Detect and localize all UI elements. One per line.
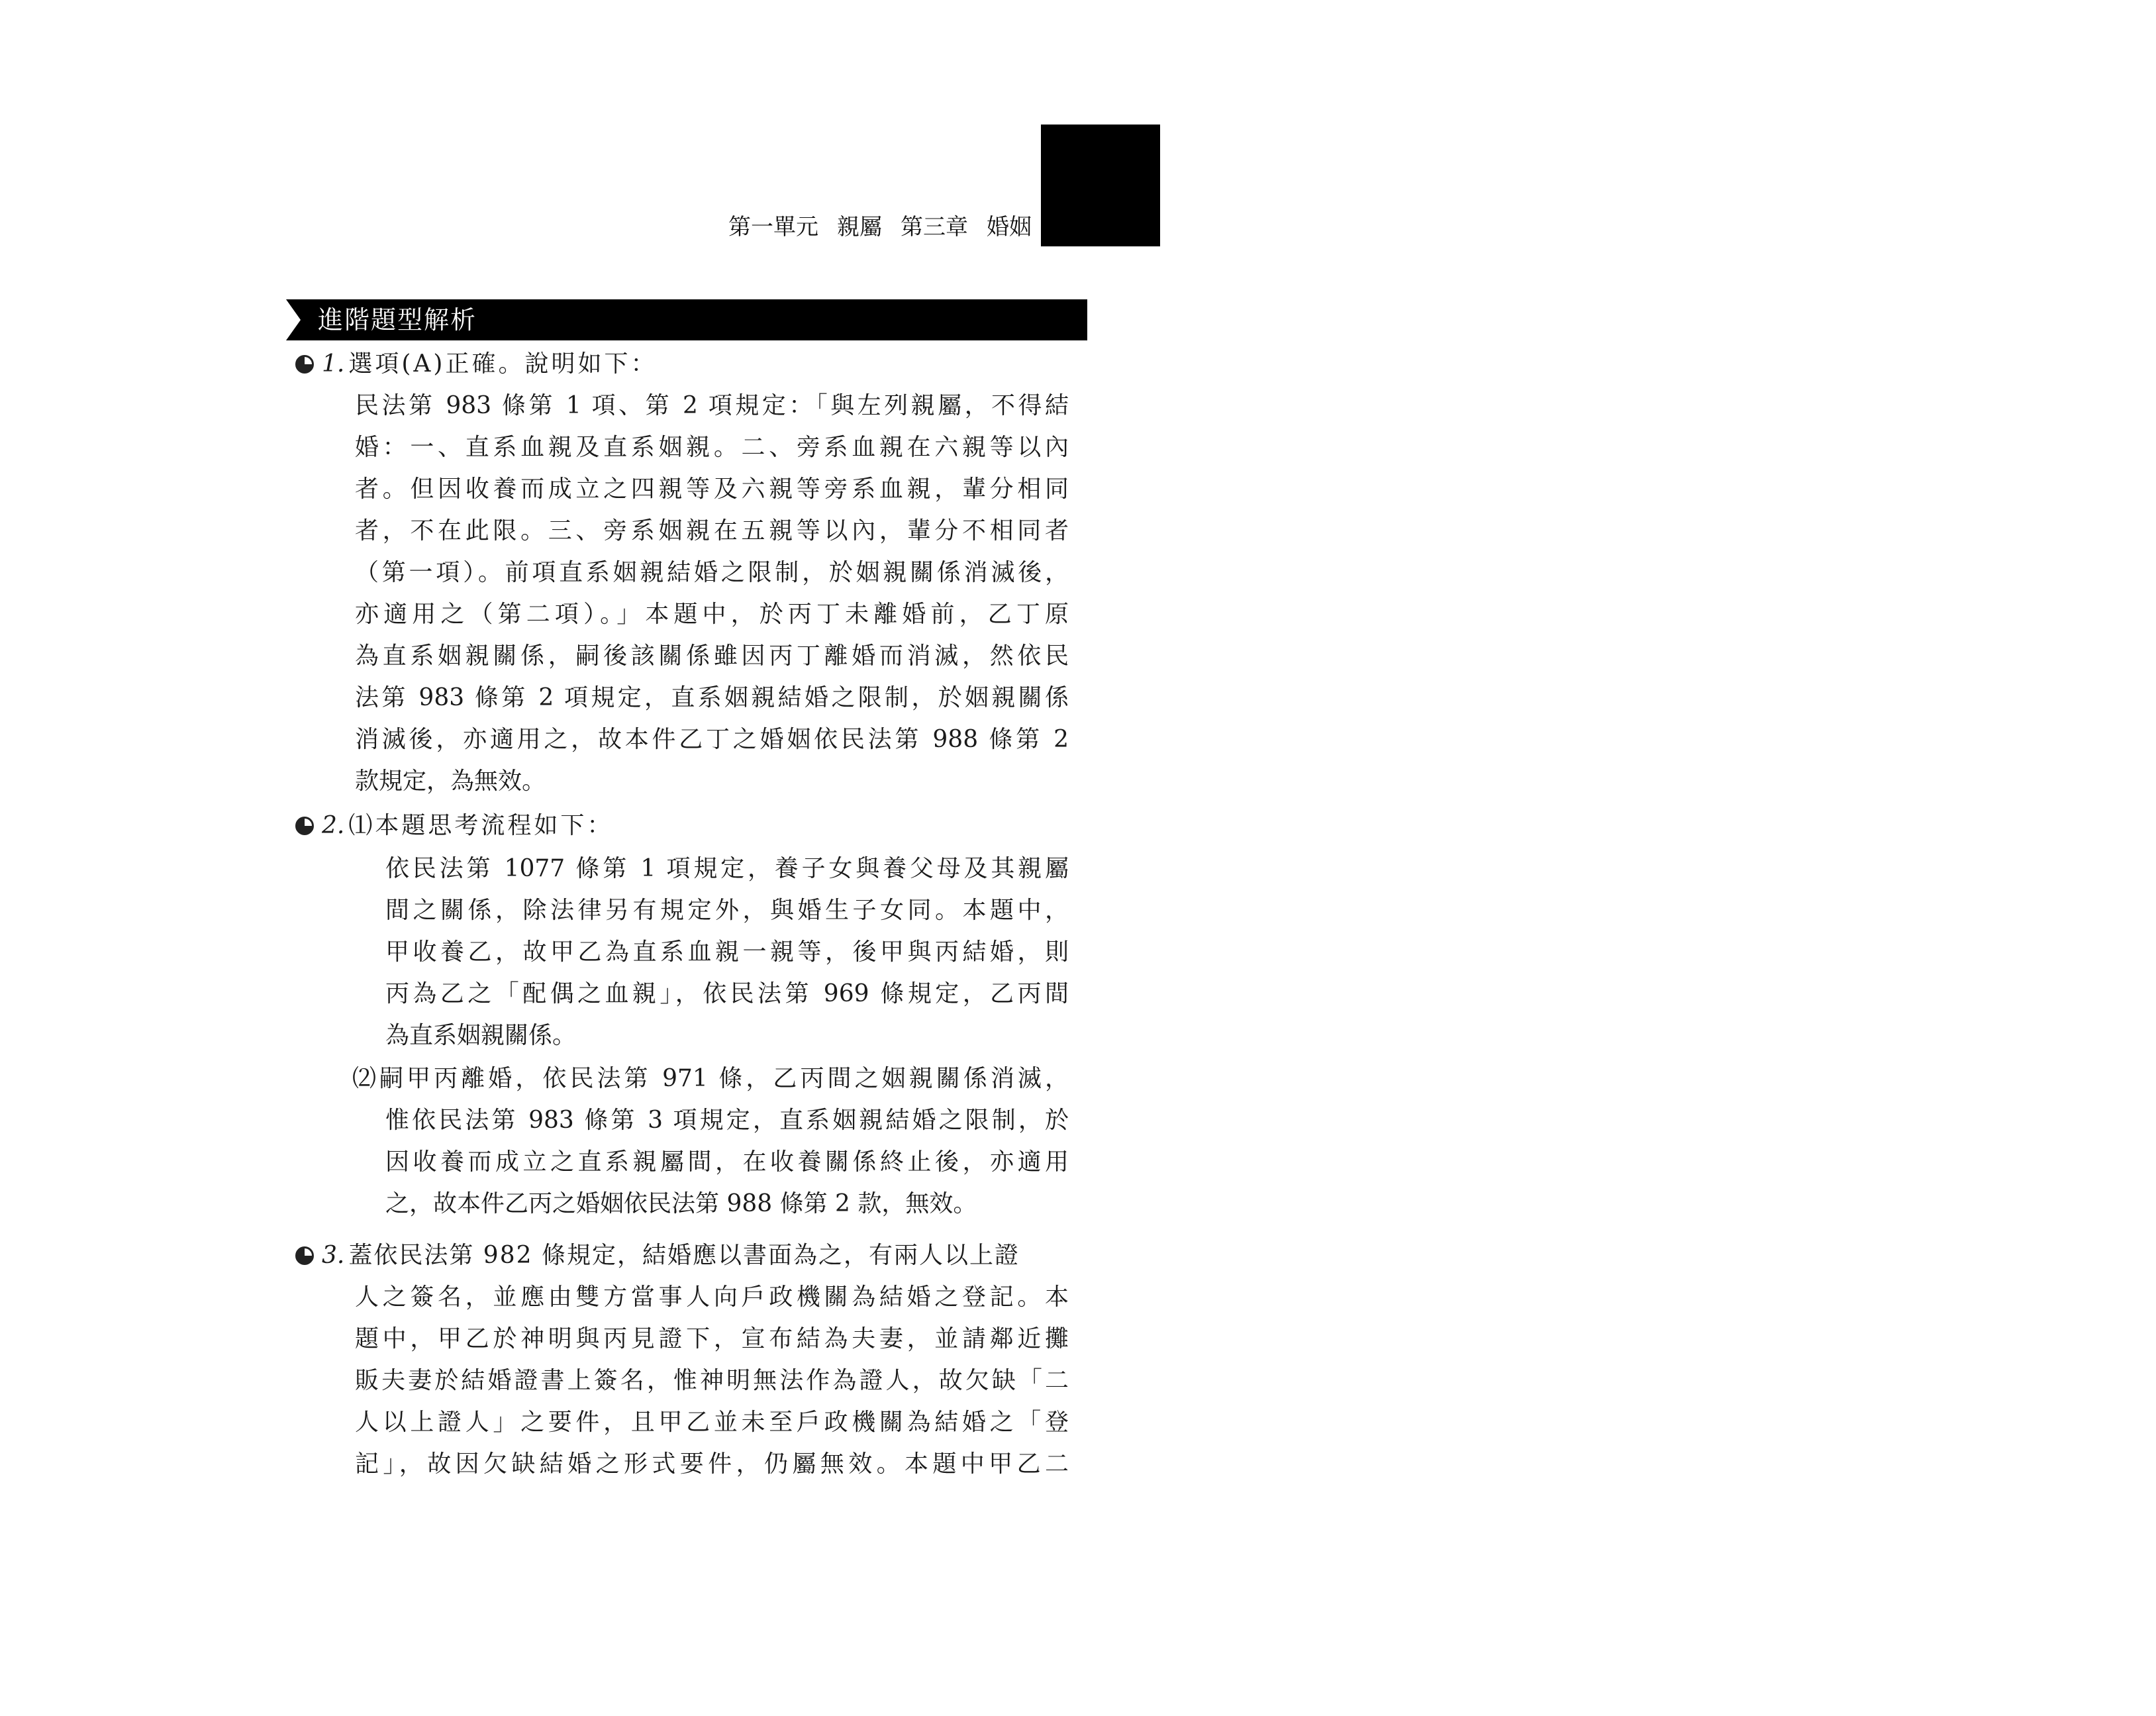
answer-1-line: 者。但因收養而成立之四親等及六親等旁系血親，輩分相同 <box>355 476 1069 503</box>
answer-2-line: 甲收養乙，故甲乙為直系血親一親等，後甲與丙結婚，則 <box>385 938 1069 966</box>
answer-1-line: 法第 983 條第 2 項規定，直系姻親結婚之限制，於姻親關係 <box>355 684 1069 711</box>
answer-2-line: 依民法第 1077 條第 1 項規定，養子女與養父母及其親屬 <box>385 855 1069 882</box>
answer-number: 2. <box>322 812 345 839</box>
pie-bullet-icon <box>295 1246 314 1265</box>
running-head-chapter: 第三章 <box>901 214 968 240</box>
running-head-part: 親屬 <box>837 214 882 240</box>
answer-1-line: 婚：一、直系血親及直系姻親。二、旁系血親在六親等以內 <box>355 434 1069 461</box>
answer-1-line: 者，不在此限。三、旁系姻親在五親等以內，輩分不相同者 <box>355 517 1069 544</box>
running-head-unit: 第一單元 <box>728 214 818 240</box>
section-title: 進階題型解析 <box>318 305 477 334</box>
answer-3-line: 人之簽名，並應由雙方當事人向戶政機關為結婚之登記。本 <box>355 1284 1069 1311</box>
pie-bullet-icon <box>295 817 314 835</box>
answer-3-head <box>295 1240 1069 1271</box>
answer-1-line: 消滅後，亦適用之，故本件乙丁之婚姻依民法第 988 條第 2 <box>355 726 1069 753</box>
running-head-topic: 婚姻 <box>987 214 1032 240</box>
answer-2-subline: 惟依民法第 983 條第 3 項規定，直系姻親結婚之限制，於 <box>385 1107 1069 1134</box>
answer-1-line: （第一項）。前項直系姻親結婚之限制，於姻親關係消滅後， <box>355 559 1069 586</box>
answer-2-line: 丙為乙之「配偶之血親」，依民法第 969 條規定，乙丙間 <box>385 980 1069 1007</box>
answer-head-text: 選項(A)正確。說明如下： <box>348 350 658 378</box>
page-number-tab <box>1041 125 2123 358</box>
answer-2-subhead: ⑵嗣甲丙離婚，依民法第 971 條，乙丙間之姻親關係消滅， <box>352 1065 1069 1092</box>
answer-number: 1. <box>322 350 345 378</box>
answer-head-text: 蓋依民法第 982 條規定，結婚應以書面為之，有兩人以上證 <box>348 1242 1020 1269</box>
pie-bullet-icon <box>295 355 314 374</box>
answer-1-line: 款規定，為無效。 <box>355 768 546 795</box>
answer-2-head <box>295 811 613 841</box>
answer-1-line: 民法第 983 條第 1 項、第 2 項規定：「與左列親屬，不得結 <box>355 392 1069 419</box>
answer-1-line: 為直系姻親關係，嗣後該關係雖因丙丁離婚而消滅，然依民 <box>355 642 1069 670</box>
answer-3-line: 販夫妻於結婚證書上簽名，惟神明無法作為證人，故欠缺「二 <box>355 1367 1069 1394</box>
answer-1-line: 亦適用之（第二項）。」本題中，於丙丁未離婚前，乙丁原 <box>355 601 1069 628</box>
answer-2-line: 間之關係，除法律另有規定外，與婚生子女同。本題中， <box>385 897 1069 924</box>
banner-notch <box>286 299 301 340</box>
answer-2-subline: 因收養而成立之直系親屬間，在收養關係終止後，亦適用 <box>385 1148 1069 1176</box>
answer-3-line: 題中，甲乙於神明與丙見證下，宣布結為夫妻，並請鄰近攤 <box>355 1325 1069 1352</box>
answer-2-subline: 之，故本件乙丙之婚姻依民法第 988 條第 2 款，無效。 <box>385 1190 977 1217</box>
answer-head-text: ⑴本題思考流程如下： <box>348 812 614 839</box>
answer-3-line: 記」，故因欠缺結婚之形式要件，仍屬無效。本題中甲乙二 <box>355 1450 1069 1478</box>
section-banner <box>286 299 1087 340</box>
page-number: 15 <box>2090 331 2123 358</box>
answer-number: 3. <box>322 1242 345 1269</box>
answer-3-line: 人以上證人」之要件，且甲乙並未至戶政機關為結婚之「登 <box>355 1409 1069 1436</box>
answer-2-line: 為直系姻親關係。 <box>385 1022 577 1049</box>
running-head <box>710 212 1032 242</box>
answer-1-head <box>295 349 657 379</box>
